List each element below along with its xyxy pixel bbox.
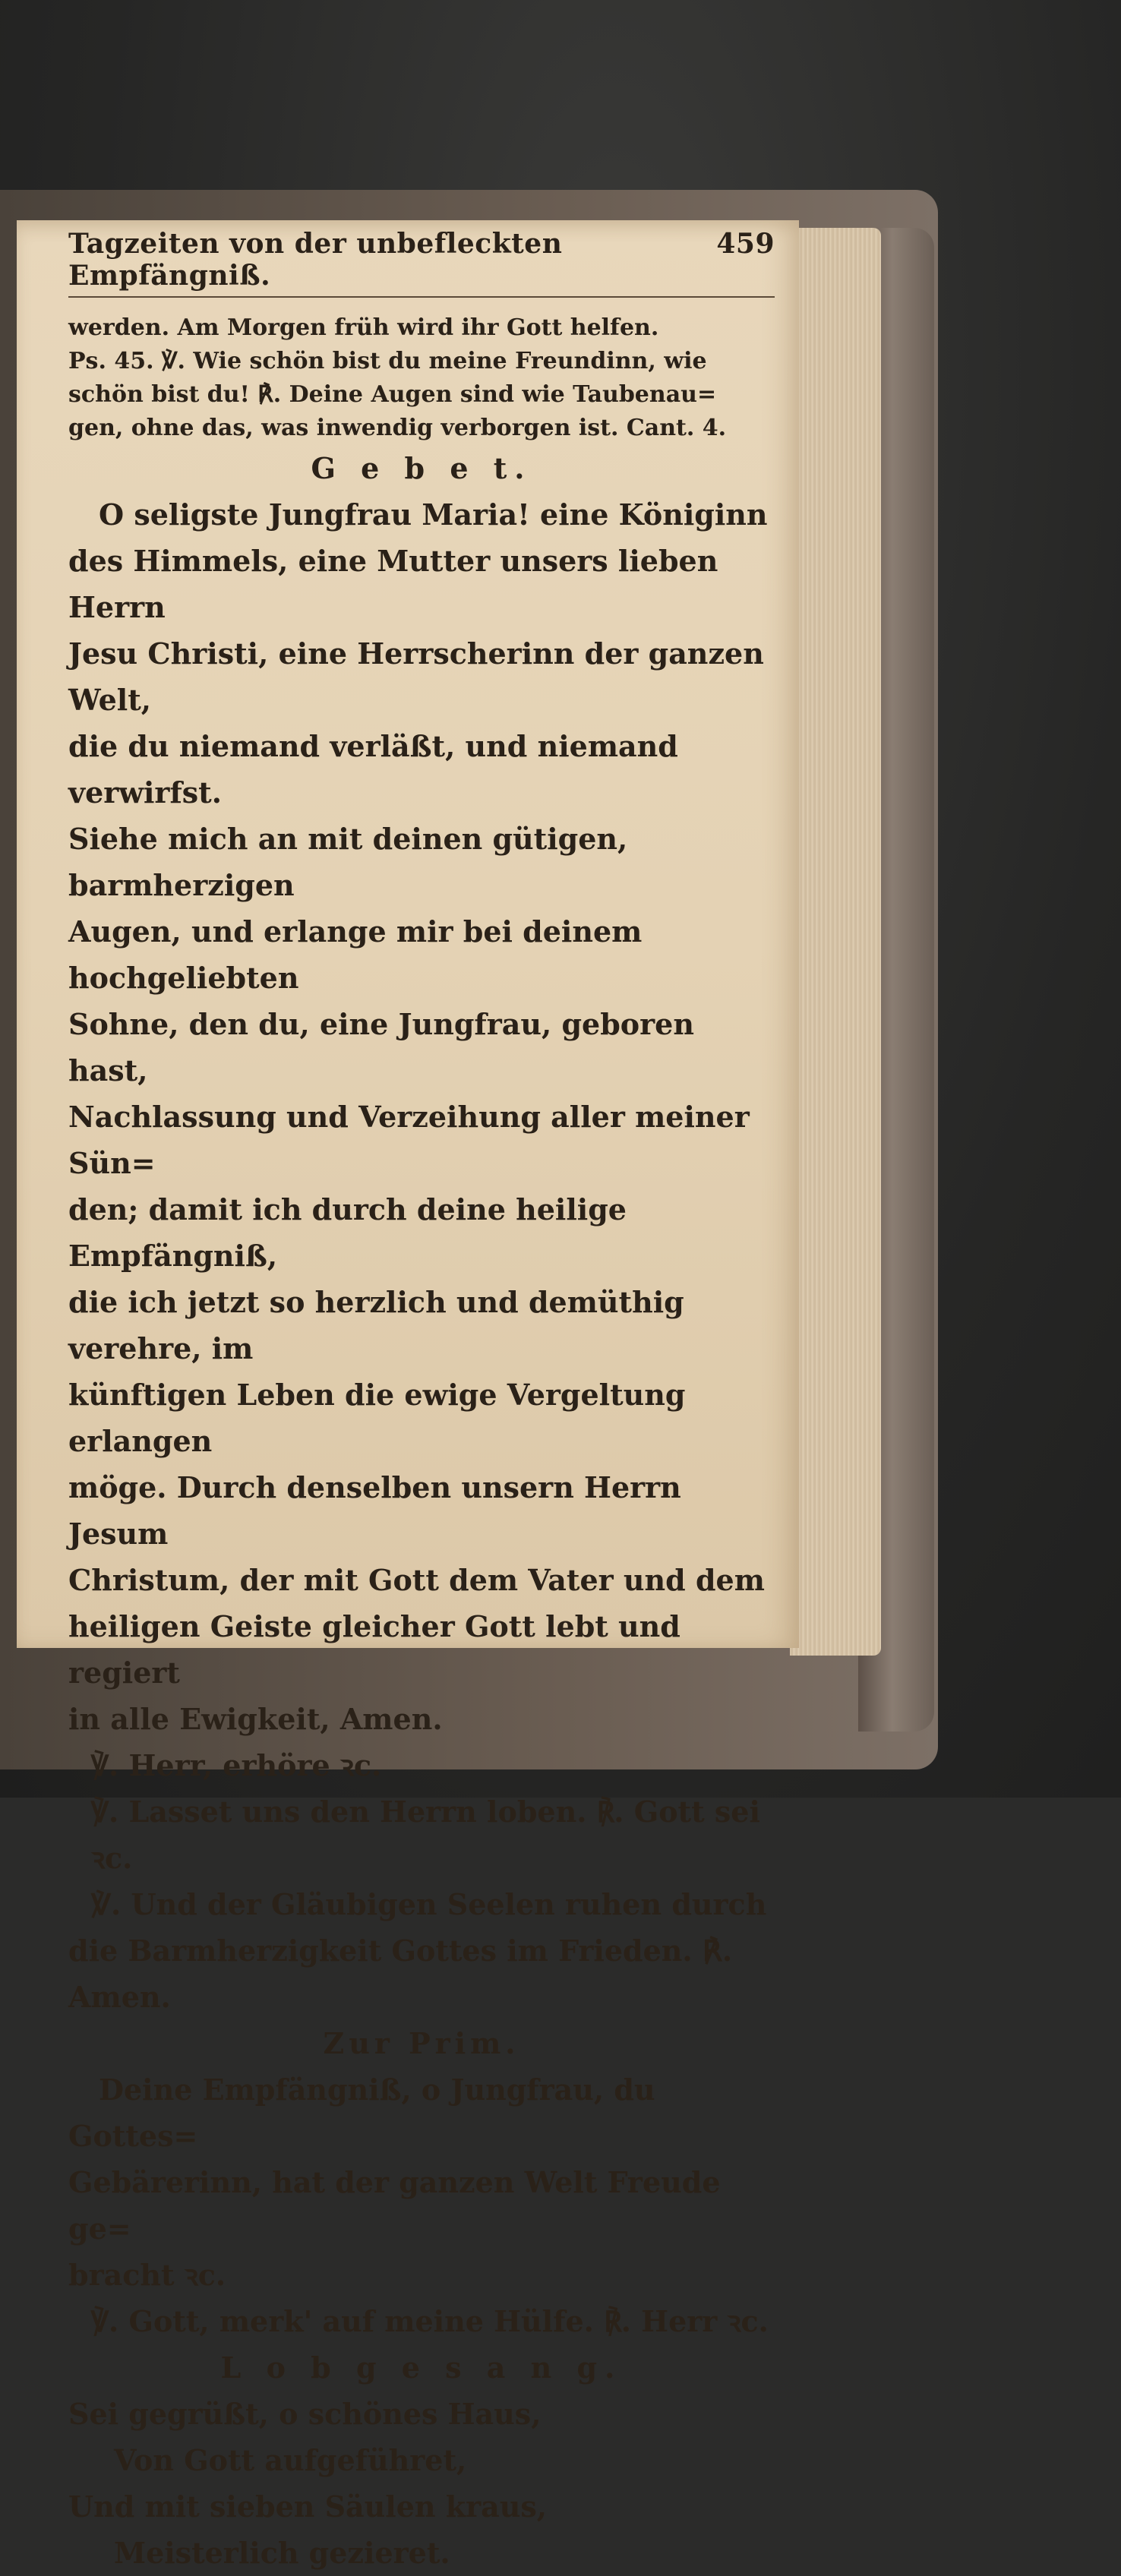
text-line: werden. Am Morgen früh wird ihr Gott helfen. — [68, 314, 659, 341]
versicle-line: ℣. Herr, erhöre ꝛc. — [91, 1748, 382, 1782]
text-line: bracht ꝛc. — [68, 2258, 226, 2292]
text-line: Sohne, den du, eine Jungfrau, geboren hast, — [68, 1007, 694, 1088]
hymn-line: Sei gegrüßt, o schönes Haus, — [68, 2397, 542, 2431]
versicle-line: die Barmherzigkeit Gottes im Frieden. ℟. Amen. — [68, 1934, 733, 2014]
hymn — [68, 2391, 775, 2576]
text-line: die du niemand verläßt, und niemand verwirfst. — [68, 729, 678, 810]
prim-text — [68, 2066, 775, 2344]
text-line: den; damit ich durch deine heilige Empfängniß, — [68, 1192, 627, 1273]
page-edges — [790, 228, 881, 1656]
section-heading-prim: Zur Prim. — [323, 2026, 520, 2060]
versicle-line: ℣. Und der Gläubigen Seelen ruhen durch — [91, 1887, 767, 1921]
versicles — [68, 1742, 775, 2020]
text-line: die ich jetzt so herzlich und demüthig verehre, im — [68, 1285, 684, 1365]
text-line: Jesu Christi, eine Herrscherinn der ganzen Welt, — [68, 636, 764, 717]
text-line: gen, ohne das, was inwendig verborgen ist. Cant. 4. — [68, 415, 727, 441]
text-line: künftigen Leben die ewige Vergeltung erlangen — [68, 1378, 686, 1458]
intro-text — [68, 311, 775, 445]
text-line: Augen, und erlange mir bei deinem hochgeliebten — [68, 914, 643, 995]
running-title: Tagzeiten von der unbefleckten Empfängniß. — [68, 228, 563, 292]
text-line: in alle Ewigkeit, Amen. — [68, 1702, 443, 1736]
text-line: Christum, der mit Gott dem Vater und dem — [68, 1563, 765, 1597]
text-line: möge. Durch denselben unsern Herrn Jesum — [68, 1470, 681, 1551]
text-line: Deine Empfängniß, o Jungfrau, du Gottes= — [68, 2072, 655, 2153]
section-heading-gebet: G e b e t. — [311, 451, 532, 485]
text-line: Gebärerinn, hat der ganzen Welt Freude ge= — [68, 2165, 721, 2246]
page-number: 459 — [716, 228, 775, 260]
hymn-line: Meisterlich gezieret. — [114, 2536, 450, 2570]
text-line: heiligen Geiste gleicher Gott lebt und regiert — [68, 1609, 680, 1690]
hymn-line: Und mit sieben Säulen kraus, — [68, 2489, 547, 2524]
text-line: schön bist du! ℟. Deine Augen sind wie Taubenau= — [68, 381, 717, 408]
prayer-text — [68, 491, 775, 1742]
text-line: Nachlassung und Verzeihung aller meiner Sün= — [68, 1100, 750, 1180]
text-line: Ps. 45. ℣. Wie schön bist du meine Freundinn, wie — [68, 348, 707, 374]
text-line: Siehe mich an mit deinen gütigen, barmherzigen — [68, 822, 628, 902]
hymn-line: Von Gott aufgeführet, — [114, 2443, 467, 2477]
running-header — [68, 228, 775, 298]
versicle-line: ℣. Gott, merk' auf meine Hülfe. ℟. Herr ꝛc. — [91, 2304, 769, 2338]
section-heading-lobgesang: L o b g e s a n g. — [220, 2350, 623, 2385]
text-line: des Himmels, eine Mutter unsers lieben Herrn — [68, 544, 718, 624]
text-line: O seligste Jungfrau Maria! eine Königinn — [99, 497, 768, 532]
page-content — [68, 228, 775, 2576]
versicle-line: ℣. Lasset uns den Herrn loben. ℟. Gott sei ꝛc. — [91, 1795, 760, 1875]
